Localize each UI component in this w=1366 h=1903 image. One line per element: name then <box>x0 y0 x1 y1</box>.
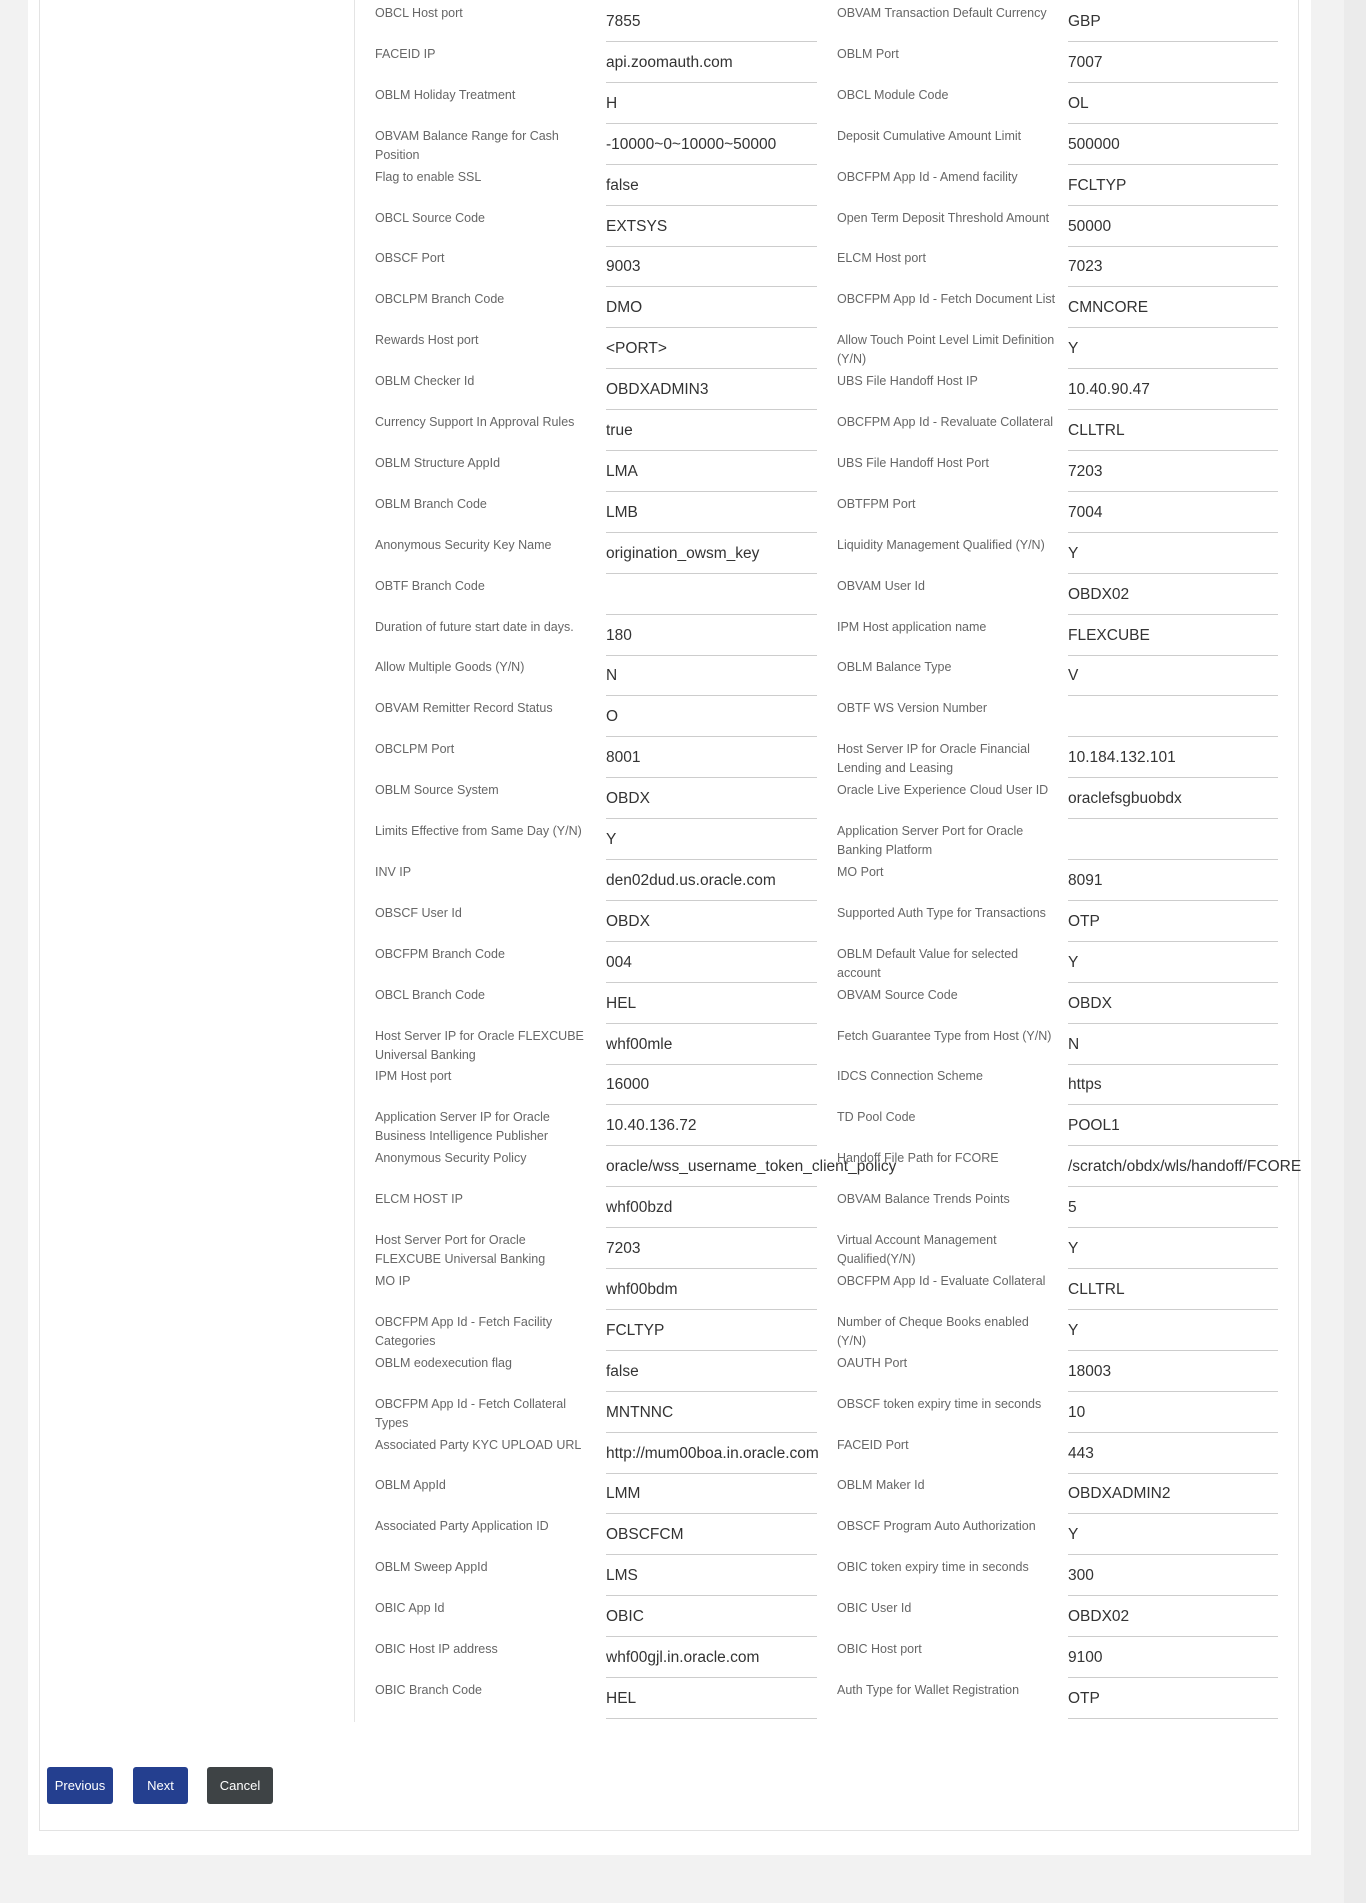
oblm-maker-id-field[interactable]: OBDXADMIN2 <box>1068 1474 1278 1514</box>
obcfpm-branch-code-label: OBCFPM Branch Code <box>375 947 505 961</box>
oblm-structure-appid-field[interactable]: LMA <box>606 452 817 492</box>
obscf-user-id-label: OBSCF User Id <box>375 906 462 920</box>
flag-to-enable-ssl-field[interactable]: false <box>606 166 817 206</box>
number-of-cheque-books-enabled-y-n-label: Number of Cheque Books enabled (Y/N) <box>837 1315 1029 1348</box>
host-server-ip-for-oracle-flexcube-universal-banking-label: Host Server IP for Oracle FLEXCUBE Universal Banking <box>375 1029 584 1062</box>
elcm-host-ip-label: ELCM HOST IP <box>375 1192 463 1206</box>
obic-branch-code-label: OBIC Branch Code <box>375 1683 482 1697</box>
obclpm-branch-code-label: OBCLPM Branch Code <box>375 292 505 306</box>
obscf-user-id-field[interactable]: OBDX <box>606 902 817 942</box>
ubs-file-handoff-host-port-label: UBS File Handoff Host Port <box>837 456 989 470</box>
obic-token-expiry-time-in-seconds-label: OBIC token expiry time in seconds <box>837 1560 1029 1574</box>
number-of-cheque-books-enabled-y-n-field[interactable]: Y <box>1068 1311 1278 1351</box>
handoff-file-path-for-fcore-label: Handoff File Path for FCORE <box>837 1151 999 1165</box>
obcl-host-port-label: OBCL Host port <box>375 6 463 20</box>
elcm-host-ip-field[interactable]: whf00bzd <box>606 1188 817 1228</box>
oblm-maker-id-label: OBLM Maker Id <box>837 1478 925 1492</box>
flag-to-enable-ssl-label: Flag to enable SSL <box>375 170 482 184</box>
limits-effective-from-same-day-y-n-field[interactable]: Y <box>606 820 817 860</box>
auth-type-for-wallet-registration-label: Auth Type for Wallet Registration <box>837 1683 1020 1697</box>
host-server-ip-for-oracle-financial-lending-and-leasing-field[interactable]: 10.184.132.101 <box>1068 738 1278 778</box>
obvam-source-code-label: OBVAM Source Code <box>837 988 958 1002</box>
obcfpm-app-id-fetch-collateral-types-label: OBCFPM App Id - Fetch Collateral Types <box>375 1397 567 1430</box>
associated-party-kyc-upload-url-field[interactable]: http://mum00boa.in.oracle.com <box>606 1434 817 1474</box>
oblm-sweep-appid-label: OBLM Sweep AppId <box>375 1560 488 1574</box>
oblm-checker-id-field[interactable]: OBDXADMIN3 <box>606 370 817 410</box>
open-term-deposit-threshold-amount-label: Open Term Deposit Threshold Amount <box>837 211 1050 225</box>
obic-app-id-label: OBIC App Id <box>375 1601 445 1615</box>
limits-effective-from-same-day-y-n-label: Limits Effective from Same Day (Y/N) <box>375 824 582 838</box>
page-scroll-gutter <box>1344 0 1366 1903</box>
ipm-host-port-field[interactable]: 16000 <box>606 1065 817 1105</box>
obic-token-expiry-time-in-seconds-field[interactable]: 300 <box>1068 1556 1278 1596</box>
obvam-source-code-field[interactable]: OBDX <box>1068 984 1278 1024</box>
fetch-guarantee-type-from-host-y-n-field[interactable]: N <box>1068 1025 1278 1065</box>
supported-auth-type-for-transactions-field[interactable]: OTP <box>1068 902 1278 942</box>
obcl-branch-code-field[interactable]: HEL <box>606 984 817 1024</box>
oauth-port-label: OAUTH Port <box>837 1356 908 1370</box>
td-pool-code-label: TD Pool Code <box>837 1110 916 1124</box>
host-server-ip-for-oracle-financial-lending-and-leasing-label: Host Server IP for Oracle Financial Lending and Leasing <box>837 742 1030 775</box>
liquidity-management-qualified-y-n-label: Liquidity Management Qualified (Y/N) <box>837 538 1045 552</box>
oblm-eodexecution-flag-field[interactable]: false <box>606 1352 817 1392</box>
host-server-port-for-oracle-flexcube-universal-banking-field[interactable]: 7203 <box>606 1229 817 1269</box>
obtf-branch-code-field[interactable] <box>606 575 817 615</box>
anonymous-security-key-name-label: Anonymous Security Key Name <box>375 538 552 552</box>
obcfpm-app-id-revaluate-collateral-label: OBCFPM App Id - Revaluate Collateral <box>837 415 1054 429</box>
oblm-port-label: OBLM Port <box>837 47 899 61</box>
oblm-appid-label: OBLM AppId <box>375 1478 446 1492</box>
anonymous-security-policy-label: Anonymous Security Policy <box>375 1151 527 1165</box>
oauth-port-field[interactable]: 18003 <box>1068 1352 1278 1392</box>
obtf-ws-version-number-label: OBTF WS Version Number <box>837 701 988 715</box>
obcl-module-code-label: OBCL Module Code <box>837 88 949 102</box>
obic-host-ip-address-label: OBIC Host IP address <box>375 1642 498 1656</box>
associated-party-kyc-upload-url-label: Associated Party KYC UPLOAD URL <box>375 1438 582 1452</box>
duration-of-future-start-date-in-days-field[interactable]: 180 <box>606 616 817 656</box>
virtual-account-management-qualified-y-n-field[interactable]: Y <box>1068 1229 1278 1269</box>
mo-port-field[interactable]: 8091 <box>1068 861 1278 901</box>
ipm-host-application-name-label: IPM Host application name <box>837 620 987 634</box>
currency-support-in-approval-rules-label: Currency Support In Approval Rules <box>375 415 575 429</box>
oracle-live-experience-cloud-user-id-field[interactable]: oraclefsgbuobdx <box>1068 779 1278 819</box>
obscf-token-expiry-time-in-seconds-field[interactable]: 10 <box>1068 1393 1278 1433</box>
oblm-checker-id-label: OBLM Checker Id <box>375 374 475 388</box>
obic-user-id-label: OBIC User Id <box>837 1601 912 1615</box>
obtf-branch-code-label: OBTF Branch Code <box>375 579 485 593</box>
fetch-guarantee-type-from-host-y-n-label: Fetch Guarantee Type from Host (Y/N) <box>837 1029 1052 1043</box>
application-server-port-for-oracle-banking-platform-label: Application Server Port for Oracle Banking Platform <box>837 824 1024 857</box>
obvam-transaction-default-currency-field[interactable]: GBP <box>1068 2 1278 42</box>
ipm-host-application-name-field[interactable]: FLEXCUBE <box>1068 616 1278 656</box>
oblm-branch-code-label: OBLM Branch Code <box>375 497 487 511</box>
obscf-program-auto-authorization-field[interactable]: Y <box>1068 1515 1278 1555</box>
previous-button[interactable]: Previous <box>47 1767 113 1804</box>
obcfpm-app-id-evaluate-collateral-label: OBCFPM App Id - Evaluate Collateral <box>837 1274 1046 1288</box>
inv-ip-field[interactable]: den02dud.us.oracle.com <box>606 861 817 901</box>
obvam-balance-range-for-cash-position-label: OBVAM Balance Range for Cash Position <box>375 129 559 162</box>
cancel-button[interactable]: Cancel <box>207 1767 273 1804</box>
oblm-eodexecution-flag-label: OBLM eodexecution flag <box>375 1356 512 1370</box>
currency-support-in-approval-rules-field[interactable]: true <box>606 411 817 451</box>
obic-host-port-label: OBIC Host port <box>837 1642 922 1656</box>
oblm-branch-code-field[interactable]: LMB <box>606 493 817 533</box>
obtfpm-port-field[interactable]: 7004 <box>1068 493 1278 533</box>
obic-host-ip-address-field[interactable]: whf00gjl.in.oracle.com <box>606 1638 817 1678</box>
faceid-ip-label: FACEID IP <box>375 47 436 61</box>
oblm-balance-type-label: OBLM Balance Type <box>837 660 952 674</box>
oblm-default-value-for-selected-account-label: OBLM Default Value for selected account <box>837 947 1019 980</box>
deposit-cumulative-amount-limit-label: Deposit Cumulative Amount Limit <box>837 129 1022 143</box>
inv-ip-label: INV IP <box>375 865 412 879</box>
obvam-user-id-label: OBVAM User Id <box>837 579 925 593</box>
obscf-token-expiry-time-in-seconds-label: OBSCF token expiry time in seconds <box>837 1397 1042 1411</box>
obcfpm-app-id-revaluate-collateral-field[interactable]: CLLTRL <box>1068 411 1278 451</box>
obic-host-port-field[interactable]: 9100 <box>1068 1638 1278 1678</box>
duration-of-future-start-date-in-days-label: Duration of future start date in days. <box>375 620 574 634</box>
td-pool-code-field[interactable]: POOL1 <box>1068 1106 1278 1146</box>
obcl-branch-code-label: OBCL Branch Code <box>375 988 486 1002</box>
oracle-live-experience-cloud-user-id-label: Oracle Live Experience Cloud User ID <box>837 783 1049 797</box>
ipm-host-port-label: IPM Host port <box>375 1069 452 1083</box>
associated-party-application-id-field[interactable]: OBSCFCM <box>606 1515 817 1555</box>
obtf-ws-version-number-field[interactable] <box>1068 697 1278 737</box>
host-server-port-for-oracle-flexcube-universal-banking-label: Host Server Port for Oracle FLEXCUBE Universal Banking <box>375 1233 546 1266</box>
obcfpm-app-id-fetch-document-list-label: OBCFPM App Id - Fetch Document List <box>837 292 1056 306</box>
oblm-holiday-treatment-field[interactable]: H <box>606 84 817 124</box>
obic-app-id-field[interactable]: OBIC <box>606 1597 817 1637</box>
rewards-host-port-label: Rewards Host port <box>375 333 479 347</box>
obscf-program-auto-authorization-label: OBSCF Program Auto Authorization <box>837 1519 1036 1533</box>
obcfpm-app-id-evaluate-collateral-field[interactable]: CLLTRL <box>1068 1270 1278 1310</box>
deposit-cumulative-amount-limit-field[interactable]: 500000 <box>1068 125 1278 165</box>
auth-type-for-wallet-registration-field[interactable]: OTP <box>1068 1679 1278 1719</box>
application-server-ip-for-oracle-business-intelligence-publisher-field[interactable]: 10.40.136.72 <box>606 1106 817 1146</box>
obclpm-port-label: OBCLPM Port <box>375 742 455 756</box>
application-server-ip-for-oracle-business-intelligence-publisher-label: Application Server IP for Oracle Business Intelligence Publisher <box>375 1110 550 1143</box>
anonymous-security-key-name-field[interactable]: origination_owsm_key <box>606 534 817 574</box>
obvam-remitter-record-status-field[interactable]: O <box>606 697 817 737</box>
supported-auth-type-for-transactions-label: Supported Auth Type for Transactions <box>837 906 1046 920</box>
rewards-host-port-field[interactable]: <PORT> <box>606 329 817 369</box>
obvam-balance-trends-points-label: OBVAM Balance Trends Points <box>837 1192 1010 1206</box>
obvam-balance-trends-points-field[interactable]: 5 <box>1068 1188 1278 1228</box>
application-server-port-for-oracle-banking-platform-field[interactable] <box>1068 820 1278 860</box>
obcfpm-app-id-amend-facility-field[interactable]: FCLTYP <box>1068 166 1278 206</box>
mo-ip-field[interactable]: whf00bdm <box>606 1270 817 1310</box>
obvam-remitter-record-status-label: OBVAM Remitter Record Status <box>375 701 553 715</box>
next-button[interactable]: Next <box>133 1767 188 1804</box>
obcfpm-app-id-fetch-facility-categories-field[interactable]: FCLTYP <box>606 1311 817 1351</box>
allow-multiple-goods-y-n-label: Allow Multiple Goods (Y/N) <box>375 660 525 674</box>
ubs-file-handoff-host-port-field[interactable]: 7203 <box>1068 452 1278 492</box>
ubs-file-handoff-host-ip-field[interactable]: 10.40.90.47 <box>1068 370 1278 410</box>
obcfpm-app-id-amend-facility-label: OBCFPM App Id - Amend facility <box>837 170 1018 184</box>
liquidity-management-qualified-y-n-field[interactable]: Y <box>1068 534 1278 574</box>
associated-party-application-id-label: Associated Party Application ID <box>375 1519 549 1533</box>
open-term-deposit-threshold-amount-field[interactable]: 50000 <box>1068 207 1278 247</box>
oblm-sweep-appid-field[interactable]: LMS <box>606 1556 817 1596</box>
obcfpm-app-id-fetch-collateral-types-field[interactable]: MNTNNC <box>606 1393 817 1433</box>
obscf-port-label: OBSCF Port <box>375 251 445 265</box>
obcfpm-branch-code-field[interactable]: 004 <box>606 943 817 983</box>
obtfpm-port-label: OBTFPM Port <box>837 497 916 511</box>
obcl-source-code-label: OBCL Source Code <box>375 211 486 225</box>
handoff-file-path-for-fcore-field[interactable]: /scratch/obdx/wls/handoff/FCORE <box>1068 1147 1278 1187</box>
mo-ip-label: MO IP <box>375 1274 411 1288</box>
obcl-module-code-field[interactable]: OL <box>1068 84 1278 124</box>
anonymous-security-policy-field[interactable]: oracle/wss_username_token_client_policy <box>606 1147 817 1187</box>
obvam-transaction-default-currency-label: OBVAM Transaction Default Currency <box>837 6 1047 20</box>
faceid-port-field[interactable]: 443 <box>1068 1434 1278 1474</box>
oblm-structure-appid-label: OBLM Structure AppId <box>375 456 501 470</box>
oblm-source-system-field[interactable]: OBDX <box>606 779 817 819</box>
ubs-file-handoff-host-ip-label: UBS File Handoff Host IP <box>837 374 978 388</box>
virtual-account-management-qualified-y-n-label: Virtual Account Management Qualified(Y/N) <box>837 1233 997 1266</box>
faceid-port-label: FACEID Port <box>837 1438 909 1452</box>
oblm-port-field[interactable]: 7007 <box>1068 43 1278 83</box>
allow-touch-point-level-limit-definition-y-n-label: Allow Touch Point Level Limit Definition (Y/N) <box>837 333 1055 366</box>
faceid-ip-field[interactable]: api.zoomauth.com <box>606 43 817 83</box>
oblm-holiday-treatment-label: OBLM Holiday Treatment <box>375 88 516 102</box>
obvam-user-id-field[interactable]: OBDX02 <box>1068 575 1278 615</box>
obscf-port-field[interactable]: 9003 <box>606 247 817 287</box>
elcm-host-port-label: ELCM Host port <box>837 251 926 265</box>
obcl-source-code-field[interactable]: EXTSYS <box>606 207 817 247</box>
host-server-ip-for-oracle-flexcube-universal-banking-field[interactable]: whf00mle <box>606 1025 817 1065</box>
obic-user-id-field[interactable]: OBDX02 <box>1068 1597 1278 1637</box>
oblm-default-value-for-selected-account-field[interactable]: Y <box>1068 943 1278 983</box>
elcm-host-port-field[interactable]: 7023 <box>1068 247 1278 287</box>
obic-branch-code-field[interactable]: HEL <box>606 1679 817 1719</box>
oblm-appid-field[interactable]: LMM <box>606 1474 817 1514</box>
mo-port-label: MO Port <box>837 865 884 879</box>
obcfpm-app-id-fetch-facility-categories-label: OBCFPM App Id - Fetch Facility Categories <box>375 1315 553 1348</box>
oblm-balance-type-field[interactable]: V <box>1068 656 1278 696</box>
obclpm-branch-code-field[interactable]: DMO <box>606 288 817 328</box>
obclpm-port-field[interactable]: 8001 <box>606 738 817 778</box>
obcfpm-app-id-fetch-document-list-field[interactable]: CMNCORE <box>1068 288 1278 328</box>
idcs-connection-scheme-label: IDCS Connection Scheme <box>837 1069 983 1083</box>
allow-multiple-goods-y-n-field[interactable]: N <box>606 656 817 696</box>
allow-touch-point-level-limit-definition-y-n-field[interactable]: Y <box>1068 329 1278 369</box>
obvam-balance-range-for-cash-position-field[interactable]: -10000~0~10000~50000 <box>606 125 817 165</box>
idcs-connection-scheme-field[interactable]: https <box>1068 1065 1278 1105</box>
obcl-host-port-field[interactable]: 7855 <box>606 2 817 42</box>
oblm-source-system-label: OBLM Source System <box>375 783 499 797</box>
